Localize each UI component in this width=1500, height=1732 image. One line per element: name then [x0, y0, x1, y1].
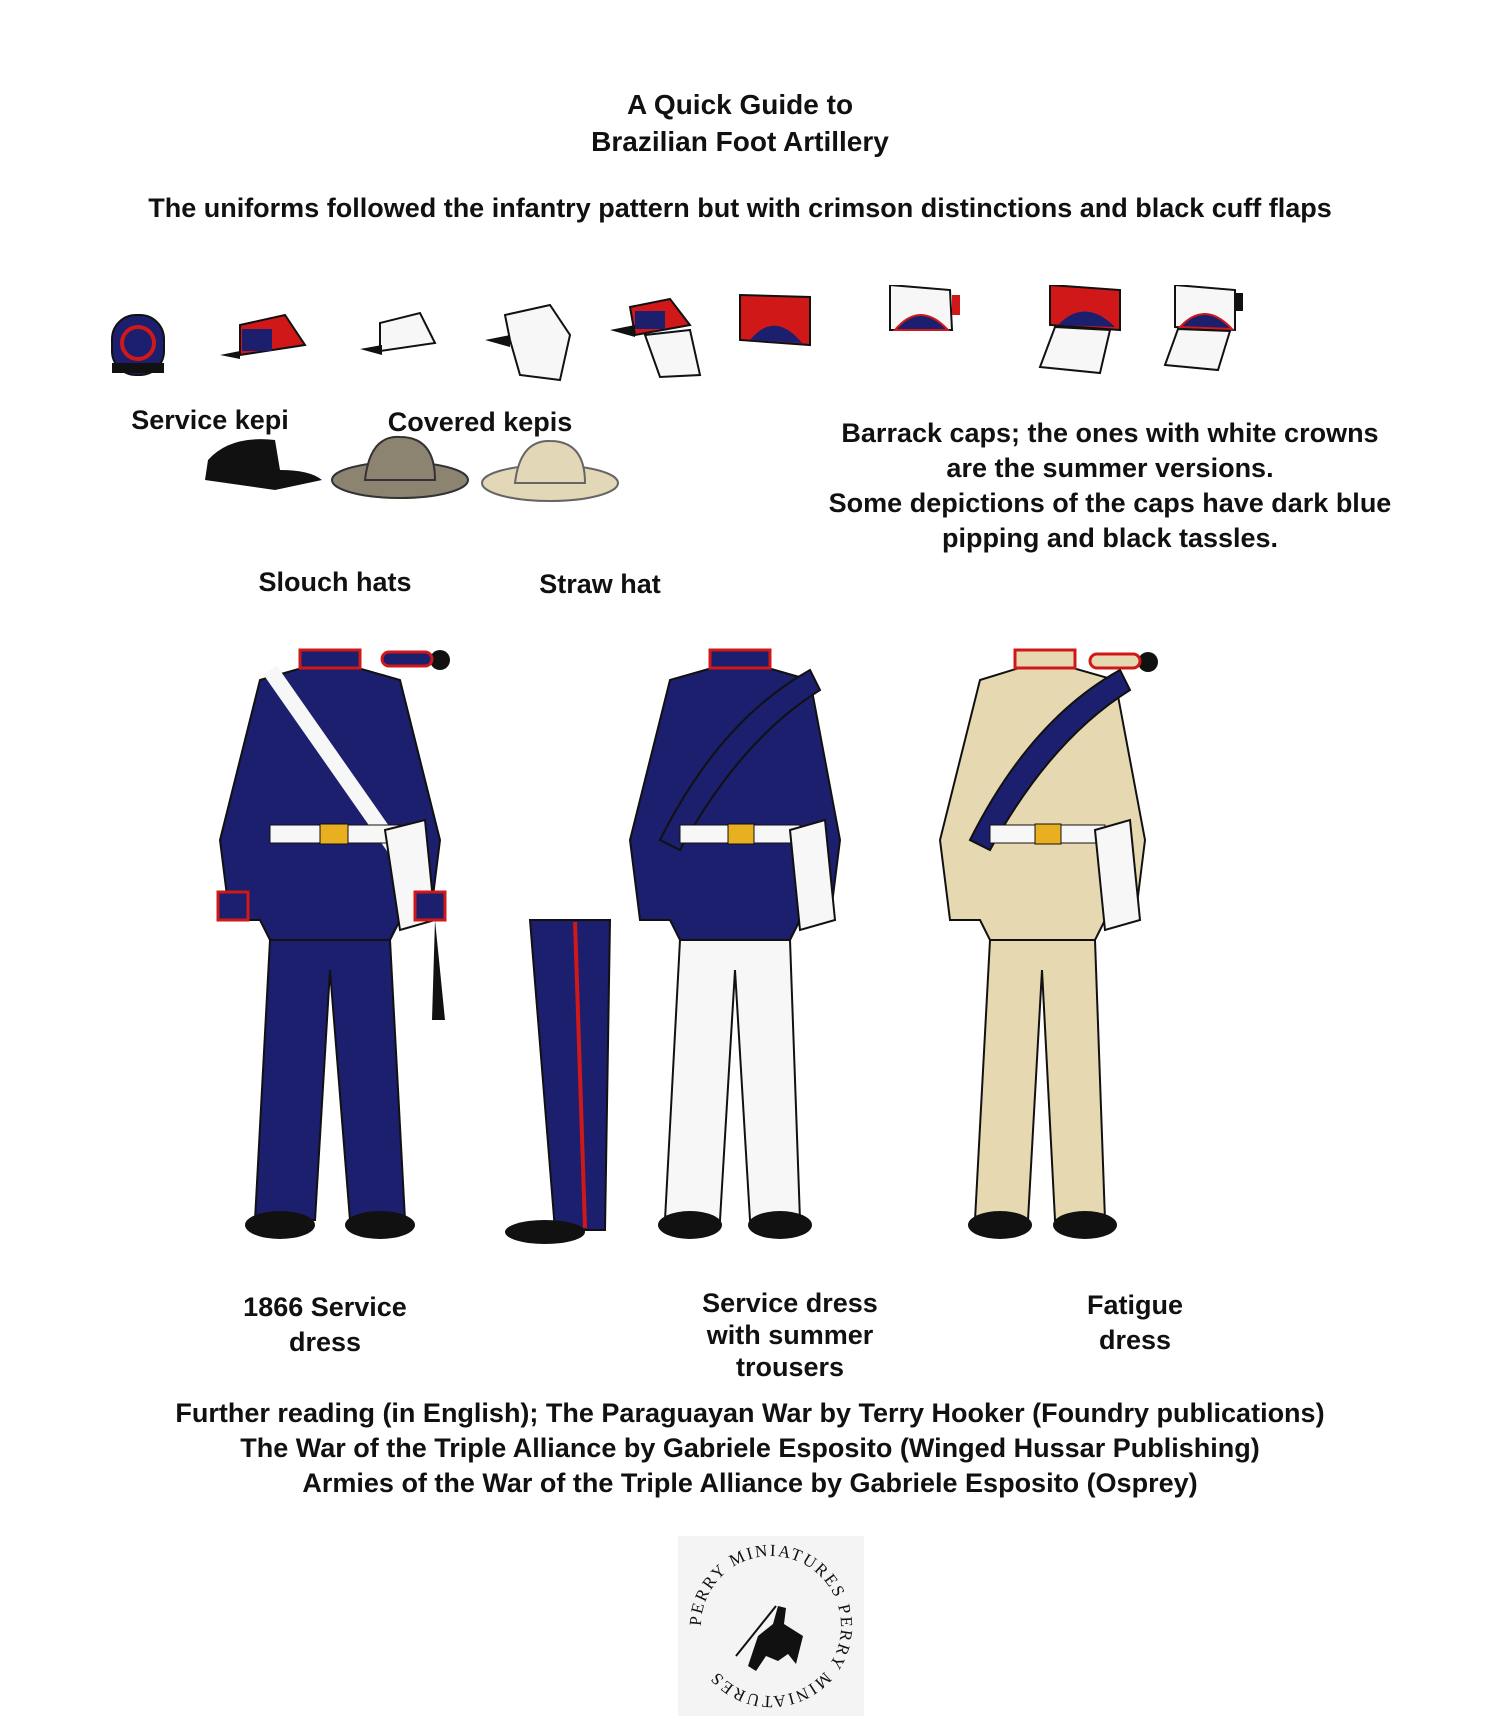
page-title [0, 86, 1480, 160]
covered-kepi-havelock-icon [485, 305, 570, 380]
barrack-caps-line-1: Barrack caps; the ones with white crowns [841, 418, 1379, 448]
label-straw-hat: Straw hat [539, 569, 661, 599]
summer-line-3: trousers [735, 1352, 845, 1382]
further-reading-line-3: Armies of the War of the Triple Alliance by Gabriele Esposito (Osprey) [302, 1468, 1198, 1498]
barrack-cap-red-icon [740, 295, 810, 345]
straw-hat-icon [482, 441, 618, 501]
uniform-illustrations [200, 640, 1300, 1260]
fatigue-line-1: Fatigue [1086, 1290, 1183, 1320]
page-subtitle: The uniforms followed the infantry pattern but with crimson distinctions and black cuff flaps [148, 193, 1332, 223]
service-kepi-havelock-icon [610, 299, 700, 377]
uniform-1866-service-icon [218, 650, 450, 1239]
title-line-1: A Quick Guide to [626, 89, 854, 120]
covered-kepi-icon [360, 313, 435, 355]
label-service-kepi: Service kepi [131, 405, 289, 435]
service-kepi-side-icon [220, 315, 305, 359]
slouch-hat-grey-icon [332, 437, 468, 498]
title-line-2: Brazilian Foot Artillery [591, 126, 889, 157]
uniform-fatigue-icon [940, 650, 1158, 1239]
barrack-cap-white-icon [890, 285, 960, 330]
barrack-caps-line-2: are the summer versions. [946, 453, 1274, 483]
barrack-caps-line-3: Some depictions of the caps have dark blue [828, 488, 1392, 518]
label-1866-service-dress [200, 1290, 450, 1360]
slouch-hat-black-icon [205, 439, 322, 490]
further-reading [0, 1396, 1500, 1501]
label-slouch-hats: Slouch hats [258, 567, 412, 597]
fatigue-line-2: dress [1098, 1325, 1172, 1355]
further-reading-line-2: The War of the Triple Alliance by Gabriele Esposito (Winged Hussar Publishing) [240, 1433, 1260, 1463]
barrack-caps-line-4: pipping and black tassles. [941, 523, 1279, 553]
service-kepi-front-icon [112, 315, 164, 375]
barrack-cap-white-havelock-icon [1165, 285, 1243, 370]
service-1866-line-2: dress [288, 1327, 362, 1357]
perry-miniatures-logo-icon [678, 1536, 864, 1716]
service-1866-line-1: 1866 Service [243, 1292, 407, 1322]
further-reading-line-1: Further reading (in English); The Paraguayan War by Terry Hooker (Foundry publications) [175, 1398, 1325, 1428]
svg-text:PERRY MINIATURES PERRY MINIATU: PERRY MINIATURES PERRY MINIATURES [685, 1540, 857, 1712]
label-fatigue-dress [1015, 1288, 1255, 1358]
barrack-cap-red-havelock-icon [1040, 285, 1120, 373]
label-covered-kepis: Covered kepis [387, 407, 573, 437]
summer-line-1: Service dress [702, 1288, 878, 1318]
label-barrack-caps [790, 416, 1430, 556]
uniform-summer-service-icon [630, 650, 840, 1239]
trousers-icon [505, 920, 610, 1244]
label-summer-service-dress [660, 1287, 920, 1383]
summer-line-2: with summer [706, 1320, 874, 1350]
